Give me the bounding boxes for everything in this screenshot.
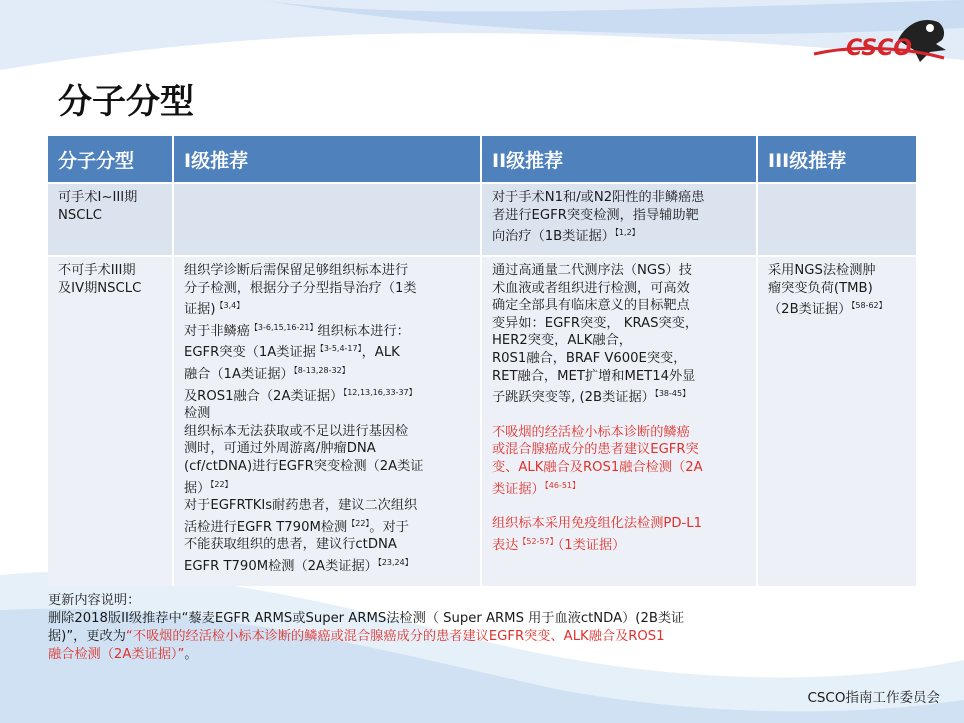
text-line: 活检进行EGFR T790M检测$^{【22】}$。对于 — [184, 518, 409, 535]
text-line: 据）$^{【22】}$ — [184, 479, 233, 496]
text-line: 不能获取组织的患者，建议行ctDNA — [184, 537, 397, 553]
citation-ref: 【22】 — [210, 479, 233, 489]
table-row-inoperable — [48, 256, 916, 586]
type-line: 可手术I~III期 — [58, 190, 138, 205]
text-line: 变异如：EGFR突变， KRAS突变， — [492, 315, 699, 331]
citation-ref: 【12,13,16,33-37】 — [343, 387, 417, 397]
cell-level3-operable — [757, 183, 916, 256]
text-line: （2B类证据）$^{【58-62】}$ — [768, 301, 887, 318]
table-row-operable — [48, 183, 916, 256]
citation-ref: 【3-5,4-17】 — [315, 344, 362, 354]
cell-level3-inoperable — [757, 256, 916, 586]
text-line: 检测 — [184, 406, 211, 422]
cell-level1-operable — [173, 183, 481, 256]
citation-ref: 【46-51】 — [544, 480, 580, 490]
cell-level2-inoperable — [481, 256, 757, 586]
level2-red-block-1 — [492, 424, 748, 498]
cell-level1-inoperable — [173, 256, 481, 586]
notes-heading: 更新内容说明： — [48, 593, 141, 608]
text-line: 组织标本无法获取或不足以进行基因检 — [184, 423, 409, 439]
citation-ref: 【38-45】 — [654, 389, 691, 399]
text-line: 组织标本采用免疫组化法检测PD-L1 — [492, 516, 703, 532]
notes-line-2: 据)”，更改为“不吸烟的经活检小标本诊断的鳞癌或混合腺癌成分的患者建议EGFR突变、ALK融合及ROS1 — [48, 629, 665, 644]
text-line: 者进行EGFR突变检测，指导辅助靶 — [492, 207, 699, 223]
text-line: (cf/ctDNA)进行EGFR突变检测（2A类证 — [184, 458, 424, 474]
text-line: 采用NGS法检测肿 — [768, 263, 876, 278]
header-molecular-type: 分子分型 — [48, 136, 173, 183]
text-line: 不吸烟的经活检小标本诊断的鳞癌 — [492, 424, 690, 440]
level2-red-block-2 — [492, 515, 748, 554]
text-line: 证据)$^{【3,4】}$ — [184, 301, 245, 318]
text-line: 表达$^{【52-57】}$（1类证据） — [492, 536, 626, 553]
text-line: 或混合腺癌成分的患者建议EGFR突 — [492, 442, 699, 458]
cell-level2-operable — [481, 183, 757, 256]
text-line: 子跳跃突变等, (2B类证据）$^{【38-45】}$ — [492, 389, 691, 406]
type-line: 及IV期NSCLC — [58, 280, 142, 296]
text-line: 对于非鳞癌$^{【3-6,15,16-21】}$组织标本进行： — [184, 322, 410, 339]
text-line: 组织学诊断后需保留足够组织标本进行 — [184, 263, 409, 278]
text-line: 测时，可通过外周游离/肿瘤DNA — [184, 441, 376, 457]
citation-ref: 【8-13,28-32】 — [293, 365, 350, 375]
citation-ref: 【52-57】 — [518, 536, 558, 546]
citation-ref: 【3-6,15,16-21】 — [249, 322, 318, 332]
citation-ref: 【22】 — [347, 518, 370, 528]
level2-ngs-block — [492, 262, 748, 407]
footer-committee: CSCO指南工作委员会 — [807, 690, 940, 706]
citation-ref: 【1,2】 — [614, 228, 640, 238]
text-line: 向治疗（1B类证据）$^{【1,2】}$ — [492, 228, 640, 245]
text-line: 对于手术N1和/或N2阳性的非鳞癌患 — [492, 190, 705, 205]
text-line: 术血液或者组织进行检测，可高效 — [492, 280, 690, 296]
citation-ref: 【58-62】 — [851, 301, 887, 311]
type-line: 不可手术III期 — [58, 263, 136, 278]
cell-type-operable — [48, 183, 173, 256]
text-line: 瘤突变负荷(TMB) — [768, 280, 873, 296]
text-line: 确定全部具有临床意义的目标靶点 — [492, 298, 690, 314]
notes-line-1: 删除2018版II级推荐中“藜麦EGFR ARMS或Super ARMS法检测（ Super ARMS 用于血液ctNDA）(2B类证 — [48, 611, 685, 626]
text-line: R0S1融合，BRAF V600E突变， — [492, 350, 687, 366]
cell-type-inoperable — [48, 256, 173, 586]
text-line: 及ROS1融合（2A类证据）$^{【12,13,16,33-37】}$ — [184, 387, 417, 404]
header-level-3: III级推荐 — [757, 136, 916, 183]
page-title: 分子分型 — [58, 82, 194, 122]
text-line: 融合（1A类证据）$^{【8-13,28-32】}$ — [184, 365, 350, 382]
citation-ref: 【23,24】 — [377, 557, 413, 567]
text-line: EGFR突变（1A类证据$^{【3-5,4-17】}$，ALK — [184, 344, 400, 361]
type-line: NSCLC — [58, 207, 102, 223]
table-header-row — [48, 136, 916, 183]
header-level-2: II级推荐 — [481, 136, 757, 183]
text-line: HER2突变，ALK融合， — [492, 333, 632, 349]
update-notes — [48, 592, 948, 664]
text-line: EGFR T790M检测（2A类证据）$^{【23,24】}$ — [184, 557, 413, 574]
csco-logo-text: CSCO — [845, 36, 912, 61]
notes-line-3: 融合检测（2A类证据）”。 — [48, 647, 198, 662]
text-line: 类证据）$^{【46-51】}$ — [492, 480, 580, 497]
text-line: 对于EGFRTKIs耐药患者，建议二次组织 — [184, 498, 418, 514]
text-line: 分子检测，根据分子分型指导治疗（1类 — [184, 280, 417, 296]
text-line: 变、ALK融合及ROS1融合检测（2A — [492, 459, 703, 475]
header-level-1: I级推荐 — [173, 136, 481, 183]
recommendation-table — [48, 136, 916, 586]
text-line: RET融合，MET扩增和MET14外显 — [492, 368, 696, 384]
citation-ref: 【3,4】 — [215, 301, 245, 311]
text-line: 通过高通量二代测序法（NGS）技 — [492, 263, 692, 278]
